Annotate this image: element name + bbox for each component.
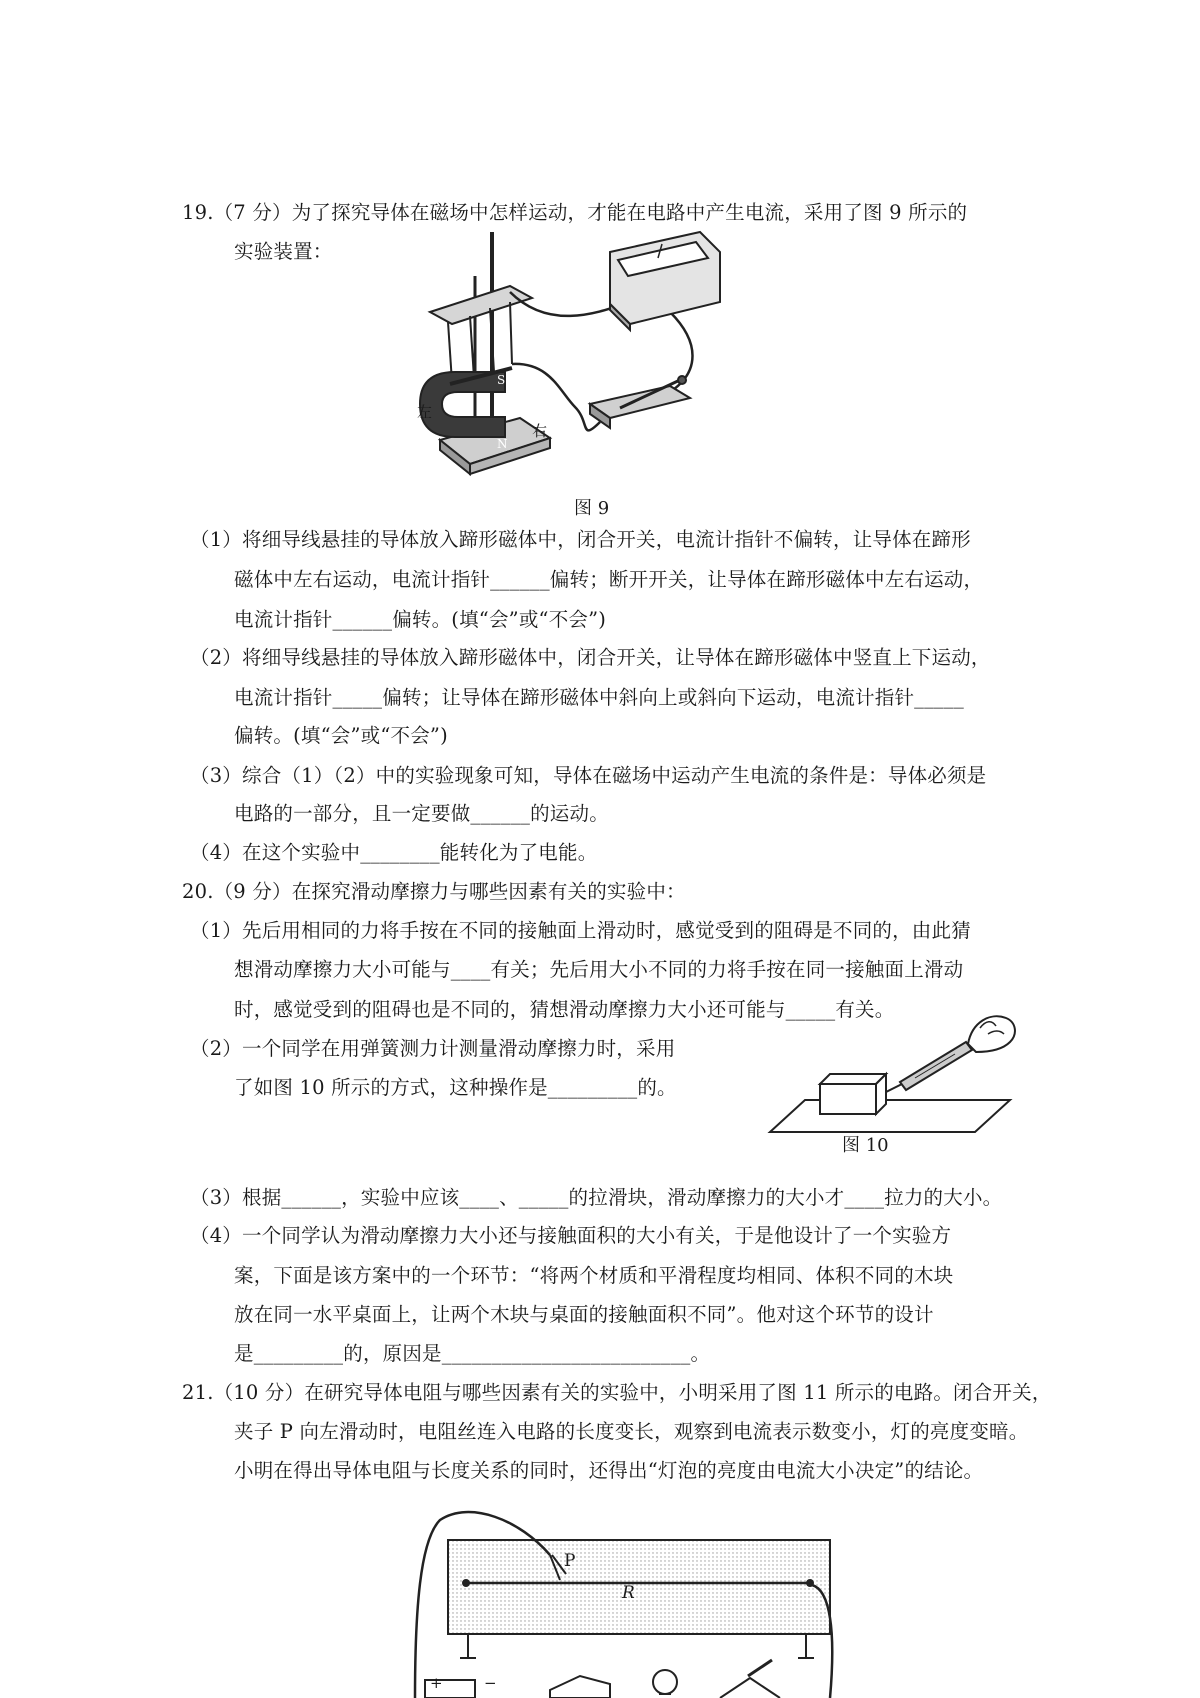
q20-line-9: 案，下面是该方案中的一个环节：“将两个材质和平滑程度均相同、体积不同的木块	[234, 1264, 954, 1287]
q20-line-7: （3）根据______，实验中应该____、_____的拉滑块，滑动摩擦力的大小才____拉力的大小。	[190, 1186, 1003, 1209]
q19-line-11: （4）在这个实验中________能转化为了电能。	[190, 841, 598, 864]
q20-line-6: 了如图 10 所示的方式，这种操作是_________的。	[234, 1076, 677, 1099]
q20-line-3: 想滑动摩擦力大小可能与____有关；先后用大小不同的力将手按在同一接触面上滑动	[234, 958, 964, 981]
q19-line-7: 电流计指针_____偏转；让导体在蹄形磁体中斜向上或斜向下运动，电流计指针_____	[234, 686, 964, 709]
q20-line-10: 放在同一水平桌面上，让两个木块与桌面的接触面积不同”。他对这个环节的设计	[234, 1303, 934, 1326]
q20-line-11: 是_________的，原因是_________________________。	[234, 1342, 711, 1365]
q21-line-1: 21.（10 分）在研究导体电阻与哪些因素有关的实验中，小明采用了图 11 所示的电路。闭合开关，	[182, 1381, 1052, 1404]
magnet-pole-s: S	[497, 373, 506, 387]
resistor-label-r: R	[622, 1583, 635, 1603]
q20-line-4: 时，感觉受到的阻碍也是不同的，猜想滑动摩擦力大小还可能与_____有关。	[234, 998, 895, 1021]
q20-line-5: （2）一个同学在用弹簧测力计测量滑动摩擦力时，采用	[190, 1037, 676, 1060]
q19-line-4: 磁体中左右运动，电流计指针______偏转；断开开关，让导体在蹄形磁体中左右运动，	[234, 568, 984, 591]
label-right: 右	[532, 422, 548, 440]
q20-line-8: （4）一个同学认为滑动摩擦力大小还与接触面积的大小有关，于是他设计了一个实验方	[190, 1224, 952, 1247]
figure-10-caption: 图 10	[842, 1135, 889, 1156]
figure-10-spring-scale	[740, 1012, 1020, 1132]
q19-line-5: 电流计指针______偏转。(填“会”或“不会”)	[234, 608, 607, 631]
figure-9-caption: 图 9	[574, 498, 610, 519]
magnet-pole-n: N	[497, 437, 508, 451]
q19-line-2: 实验装置：	[234, 240, 333, 263]
clip-label-p: P	[564, 1551, 576, 1571]
label-left: 左	[417, 403, 433, 421]
q20-line-1: 20.（9 分）在探究滑动摩擦力与哪些因素有关的实验中：	[182, 880, 686, 903]
q19-line-3: （1）将细导线悬挂的导体放入蹄形磁体中，闭合开关，电流计指针不偏转，让导体在蹄形	[190, 528, 971, 551]
battery-minus: −	[484, 1674, 497, 1692]
q21-line-3: 小明在得出导体电阻与长度关系的同时，还得出“灯泡的亮度由电流大小决定”的结论。	[234, 1459, 984, 1482]
figure-9-apparatus	[400, 232, 780, 494]
q19-line-10: 电路的一部分，且一定要做______的运动。	[234, 802, 609, 825]
q21-line-2: 夹子 P 向左滑动时，电阻丝连入电路的长度变长，观察到电流表示数变小，灯的亮度变暗。	[234, 1420, 1029, 1443]
q19-line-9: （3）综合（1）（2）中的实验现象可知，导体在磁场中运动产生电流的条件是：导体必须是	[190, 764, 987, 787]
q19-line-1: 19.（7 分）为了探究导体在磁场中怎样运动，才能在电路中产生电流，采用了图 9 所示的	[182, 201, 968, 224]
q19-line-8: 偏转。(填“会”或“不会”)	[234, 724, 448, 747]
battery-plus: +	[430, 1674, 443, 1692]
figure-11-circuit	[400, 1500, 840, 1698]
q19-line-6: （2）将细导线悬挂的导体放入蹄形磁体中，闭合开关，让导体在蹄形磁体中竖直上下运动，	[190, 646, 991, 669]
q20-line-2: （1）先后用相同的力将手按在不同的接触面上滑动时，感觉受到的阻碍是不同的，由此猜	[190, 919, 971, 942]
